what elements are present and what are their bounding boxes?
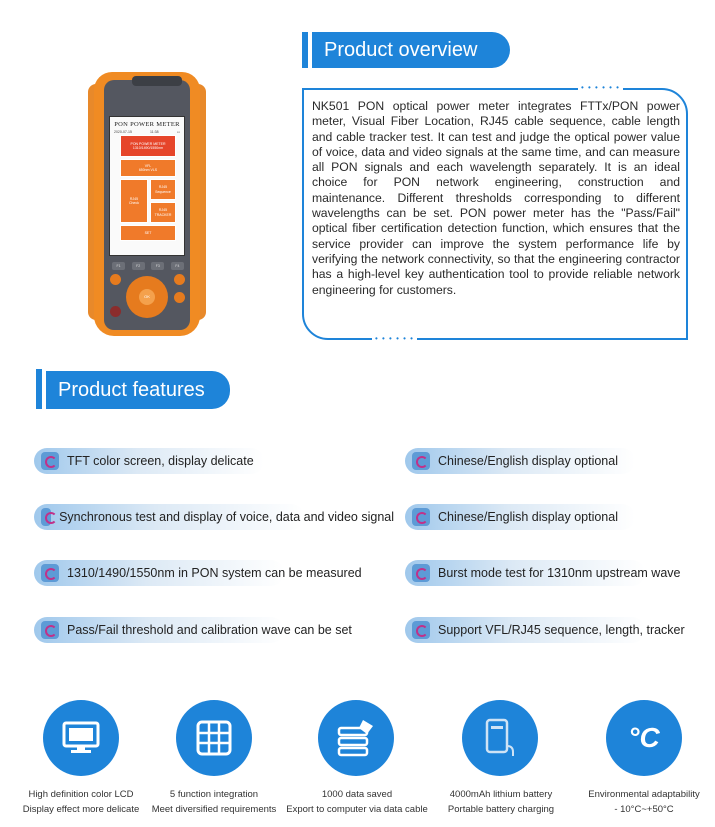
- device-key-f1: F1: [112, 262, 125, 270]
- features-header-accent: [36, 369, 42, 409]
- feature-bullet-icon: [41, 564, 59, 582]
- device-key-f3: F3: [151, 262, 164, 270]
- feature-bullet-icon: [41, 508, 51, 526]
- tile-pon: PON POWER METER 1310/1490/1550nm: [120, 135, 176, 157]
- device-image: [88, 70, 206, 338]
- overview-header-accent: [302, 32, 308, 68]
- battery-icon: [462, 700, 538, 776]
- tile-set: SET: [120, 225, 176, 241]
- feature-bullet-icon: [412, 621, 430, 639]
- device-status-date: 2020-07-15: [114, 130, 132, 134]
- power-icon: [110, 306, 121, 317]
- device-dpad: [126, 276, 168, 318]
- tile-rj45-check: RJ45 Check: [120, 179, 148, 223]
- device-screen-title: PON POWER METER: [114, 121, 180, 128]
- device-status-time: 11:38: [150, 130, 159, 134]
- feature-bullet-icon: [41, 452, 59, 470]
- feature-item: TFT color screen, display delicate: [34, 448, 364, 474]
- decor-dots-icon: • • • • • •: [372, 334, 417, 343]
- feature-caption: 4000mAh lithium battery Portable battery charging: [447, 789, 555, 815]
- feature-caption: 1000 data saved Export to computer via data cable: [286, 789, 428, 815]
- feature-bullet-icon: [412, 564, 430, 582]
- feature-item: Burst mode test for 1310nm upstream wave: [405, 560, 710, 586]
- device-key-f4: F4: [171, 262, 184, 270]
- monitor-icon: [43, 700, 119, 776]
- grid-icon: [176, 700, 252, 776]
- feature-caption: High definition color LCD Display effect more delicate: [22, 789, 140, 815]
- decor-dots-icon: • • • • • •: [578, 83, 623, 92]
- device-ok-key: OK: [139, 289, 155, 305]
- feature-item: Chinese/English display optional: [405, 504, 705, 530]
- device-side-button: [174, 292, 185, 303]
- feature-caption: 5 function integration Meet diversified requirements: [151, 789, 277, 815]
- feature-item: Chinese/English display optional: [405, 448, 705, 474]
- features-title: Product features: [46, 371, 230, 409]
- device-side-button: [174, 274, 185, 285]
- database-icon: [318, 700, 394, 776]
- feature-bullet-icon: [412, 452, 430, 470]
- temperature-icon: °C: [606, 700, 682, 776]
- tile-rj45-sequence: RJ45 Sequence: [150, 179, 176, 200]
- tile-rj45-tracker: RJ45 TRACKER: [150, 202, 176, 223]
- device-side-button: [110, 274, 121, 285]
- overview-title: Product overview: [312, 32, 510, 68]
- feature-bullet-icon: [41, 621, 59, 639]
- feature-bullet-icon: [412, 508, 430, 526]
- device-key-f2: F2: [132, 262, 145, 270]
- feature-item: Support VFL/RJ45 sequence, length, tracker: [405, 617, 713, 643]
- feature-item: Synchronous test and display of voice, data and video signal: [34, 504, 394, 530]
- battery-icon: ▭: [176, 130, 180, 134]
- tile-vfl: VFL 650nm VLS: [120, 159, 176, 177]
- feature-caption: Environmental adaptability - 10°C~+50°C: [588, 789, 700, 815]
- overview-text: NK501 PON optical power meter integrates FTTx/PON power meter, Visual Fiber Location, RJ45 cable sequence, cable length and cable tracker test. It can test and judge the optical power value of voice, data and video signals at the same time, and can measure all PON signals and each wavelength separately. It is an ideal choice for PON network engineering, construction and maintenance. Different thresholds corresponding to different wavelengths can be set. PON power meter has the "Pass/Fail" optical fiber certification detection function, which ensures that the service provider can improve the system performance life by verifying the network connectivity, so that the engineering contractor has a high-level key authentication tool to provide reliable network engineering for customers.: [312, 99, 680, 297]
- device-screen: [109, 116, 185, 256]
- feature-item: Pass/Fail threshold and calibration wave can be set: [34, 617, 394, 643]
- feature-item: 1310/1490/1550nm in PON system can be measured: [34, 560, 394, 586]
